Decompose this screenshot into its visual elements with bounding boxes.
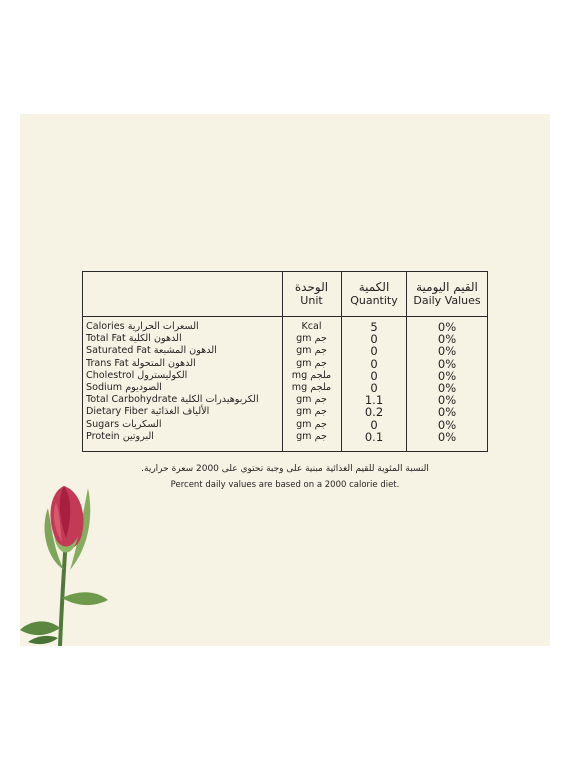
nutrient-label: Total Carbohydrate الكربوهيدرات الكلية: [86, 394, 259, 406]
nutrient-label: Trans Fat الدهون المتحولة: [86, 357, 196, 369]
daily-value-cell: 0%: [437, 320, 457, 334]
daily-value-cell: 0%: [437, 405, 457, 420]
unit-header-en: Unit: [300, 294, 323, 307]
daily-value-cell: 0%: [437, 332, 457, 347]
unit-header: [282, 278, 341, 310]
unit-column: [282, 321, 341, 443]
quantity-cell: 1.1: [364, 393, 384, 408]
quantity-cell: 0.2: [364, 405, 384, 420]
quantity-cell: 0: [370, 417, 378, 432]
header-divider: [83, 316, 487, 317]
footnote-arabic: النسبة المئوية للقيم الغذائية مبنية على وجبة تحتوي على 2000 سعرة حرارية.: [141, 464, 429, 474]
daily-value-cell: 0%: [437, 429, 457, 444]
quantity-cell: 0: [370, 356, 378, 371]
nutrition-table: [82, 271, 488, 452]
daily-value-cell: 0%: [437, 417, 457, 432]
unit-cell: mg ملجم: [291, 369, 332, 381]
quantity-cell: 0: [370, 368, 378, 383]
quantity-column: [342, 321, 406, 443]
unit-cell: Kcal: [301, 321, 322, 332]
unit-cell: gm جم: [296, 406, 327, 418]
quantity-header-en: Quantity: [350, 294, 398, 307]
quantity-header-ar: الكمية: [358, 280, 390, 294]
nutrient-label: Total Fat الدهون الكلية: [86, 333, 182, 345]
dv-header-en: Daily Values: [413, 294, 481, 307]
dv-header-ar: القيم اليومية: [416, 280, 478, 294]
unit-cell: gm جم: [296, 418, 327, 430]
unit-cell: gm جم: [296, 357, 327, 369]
daily-value-cell: 0%: [437, 380, 457, 395]
daily-value-cell: 0%: [437, 393, 457, 408]
nutrient-label: Cholestrol الكوليسترول: [86, 369, 188, 381]
nutrient-labels: [86, 321, 282, 443]
quantity-cell: 5: [370, 320, 378, 334]
footnote-english: Percent daily values are based on a 2000 calorie diet.: [170, 480, 400, 490]
unit-cell: gm جم: [296, 345, 327, 357]
daily-value-cell: 0%: [437, 356, 457, 371]
unit-cell: gm جم: [296, 333, 327, 345]
quantity-cell: 0: [370, 380, 378, 395]
daily-value-column: [407, 321, 487, 443]
quantity-cell: 0: [370, 332, 378, 347]
rose-illustration: [18, 478, 113, 646]
daily-values-header: [407, 278, 487, 310]
unit-cell: gm جم: [296, 430, 327, 442]
quantity-cell: 0: [370, 344, 378, 359]
unit-cell: gm جم: [296, 394, 327, 406]
nutrient-label: Sodium الصوديوم: [86, 381, 162, 393]
unit-header-ar: الوحدة: [294, 280, 329, 294]
nutrient-label: Calories السعرات الحرارية: [86, 321, 199, 332]
quantity-header: [342, 278, 406, 310]
nutrient-label: Sugars السكريات: [86, 418, 162, 430]
quantity-cell: 0.1: [364, 429, 384, 444]
daily-value-cell: 0%: [437, 344, 457, 359]
nutrient-label: Protein البروتين: [86, 430, 154, 442]
unit-cell: mg ملجم: [291, 381, 332, 393]
daily-value-cell: 0%: [437, 368, 457, 383]
nutrient-label: Dietary Fiber الألياف الغذائية: [86, 406, 210, 418]
nutrient-label: Saturated Fat الدهون المشبعة: [86, 345, 217, 357]
